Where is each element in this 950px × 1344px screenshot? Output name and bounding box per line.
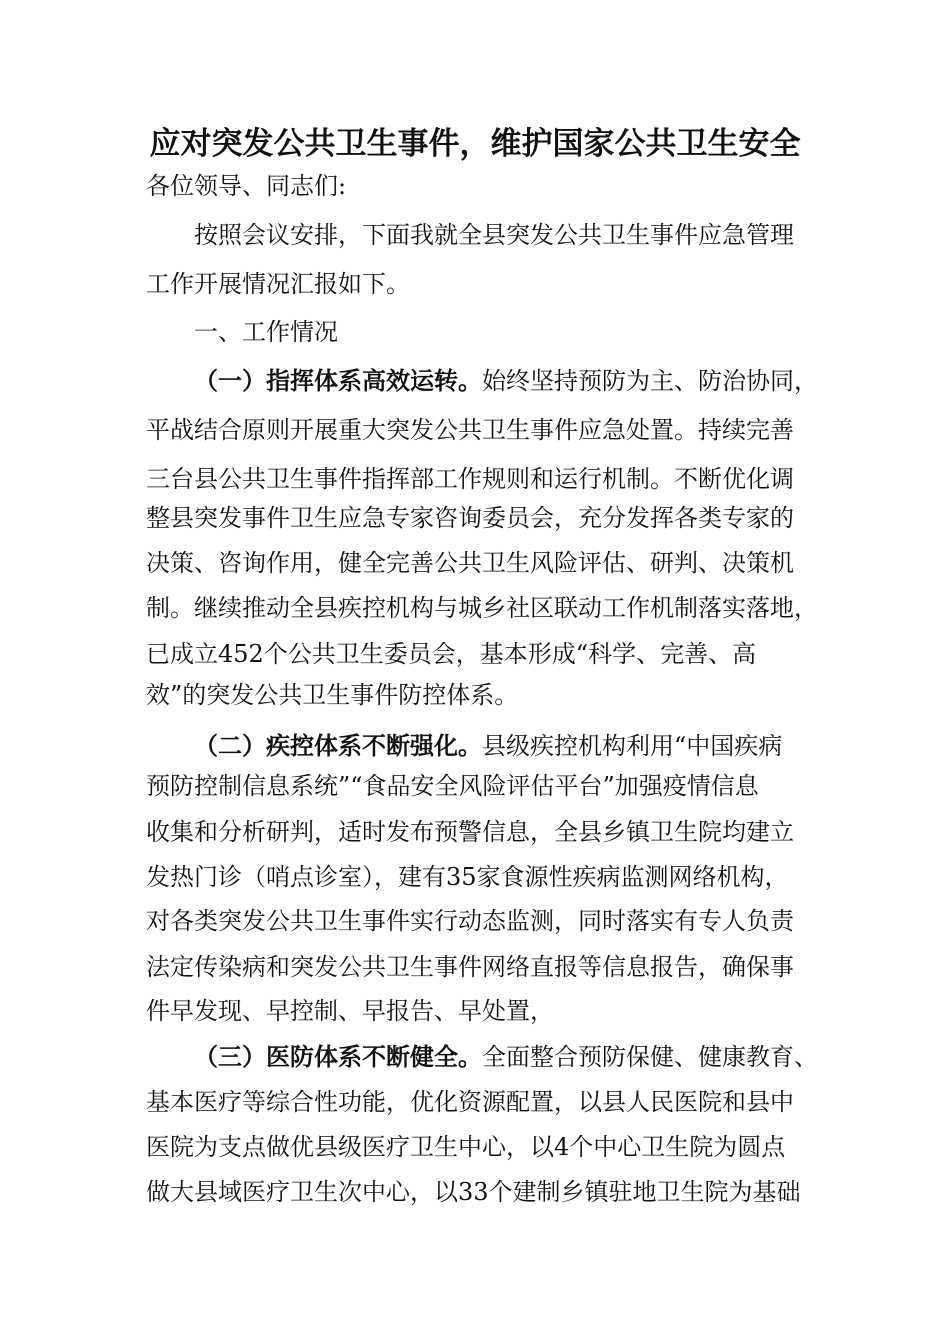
para1-line: 决策、咨询作用，健全完善公共卫生风险评估、研判、决策机 xyxy=(146,549,794,577)
para2-line: 件早发现、早控制、早报告、早处置， xyxy=(146,997,554,1025)
para3-line: 基本医疗等综合性功能，优化资源配置，以县人民医院和县中 xyxy=(146,1088,794,1116)
para2-line: 收集和分析研判，适时发布预警信息，全县乡镇卫生院均建立 xyxy=(146,818,794,846)
para3-line: 医院为支点做优县级医疗卫生中心，以4个中心卫生院为圆点 xyxy=(146,1133,786,1161)
para2-first-line xyxy=(194,728,782,764)
para2-line: 发热门诊（哨点诊室），建有35家食源性疾病监测网络机构， xyxy=(146,863,789,891)
para1-lead: （一）指挥体系高效运转。 xyxy=(194,367,482,395)
para3-lead: （三）医防体系不断健全。 xyxy=(194,1043,482,1071)
para1-line: 整县突发事件卫生应急专家咨询委员会，充分发挥各类专家的 xyxy=(146,504,794,532)
para1-line: 已成立452个公共卫生委员会，基本形成“科学、完善、高 xyxy=(146,640,757,668)
document-title: 应对突发公共卫生事件，维护国家公共卫生安全 xyxy=(149,126,801,162)
para1-line: 效”的突发公共卫生事件防控体系。 xyxy=(146,681,519,709)
para3-line: 做大县域医疗卫生次中心，以33个建制乡镇驻地卫生院为基础 xyxy=(146,1178,801,1206)
para2-line: 法定传染病和突发公共卫生事件网络直报等信息报告，确保事 xyxy=(146,953,794,981)
section-heading-work-status: 一、工作情况 xyxy=(194,318,338,346)
salutation: 各位领导、同志们: xyxy=(146,172,347,200)
para1-first-line xyxy=(194,363,818,399)
intro-line-2: 工作开展情况汇报如下。 xyxy=(146,270,410,298)
para2-lead: （二）疾控体系不断强化。 xyxy=(194,732,482,760)
para3-first-line xyxy=(194,1039,818,1075)
para1-line: 三台县公共卫生事件指挥部工作规则和运行机制。不断优化调 xyxy=(146,465,794,493)
para1-first-line-rest: 始终坚持预防为主、防治协同， xyxy=(482,367,818,395)
para2-first-line-rest: 县级疾控机构利用“中国疾病 xyxy=(482,732,783,760)
para2-line: 对各类突发公共卫生事件实行动态监测，同时落实有专人负责 xyxy=(146,907,794,935)
intro-line-1: 按照会议安排，下面我就全县突发公共卫生事件应急管理 xyxy=(194,221,794,249)
para2-line: 预防控制信息系统”“食品安全风险评估平台”加强疫情信息 xyxy=(146,772,759,800)
para1-line: 平战结合原则开展重大突发公共卫生事件应急处置。持续完善 xyxy=(146,416,794,444)
para1-line: 制。继续推动全县疾控机构与城乡社区联动工作机制落实落地， xyxy=(146,594,818,622)
para3-first-line-rest: 全面整合预防保健、健康教育、 xyxy=(482,1043,818,1071)
